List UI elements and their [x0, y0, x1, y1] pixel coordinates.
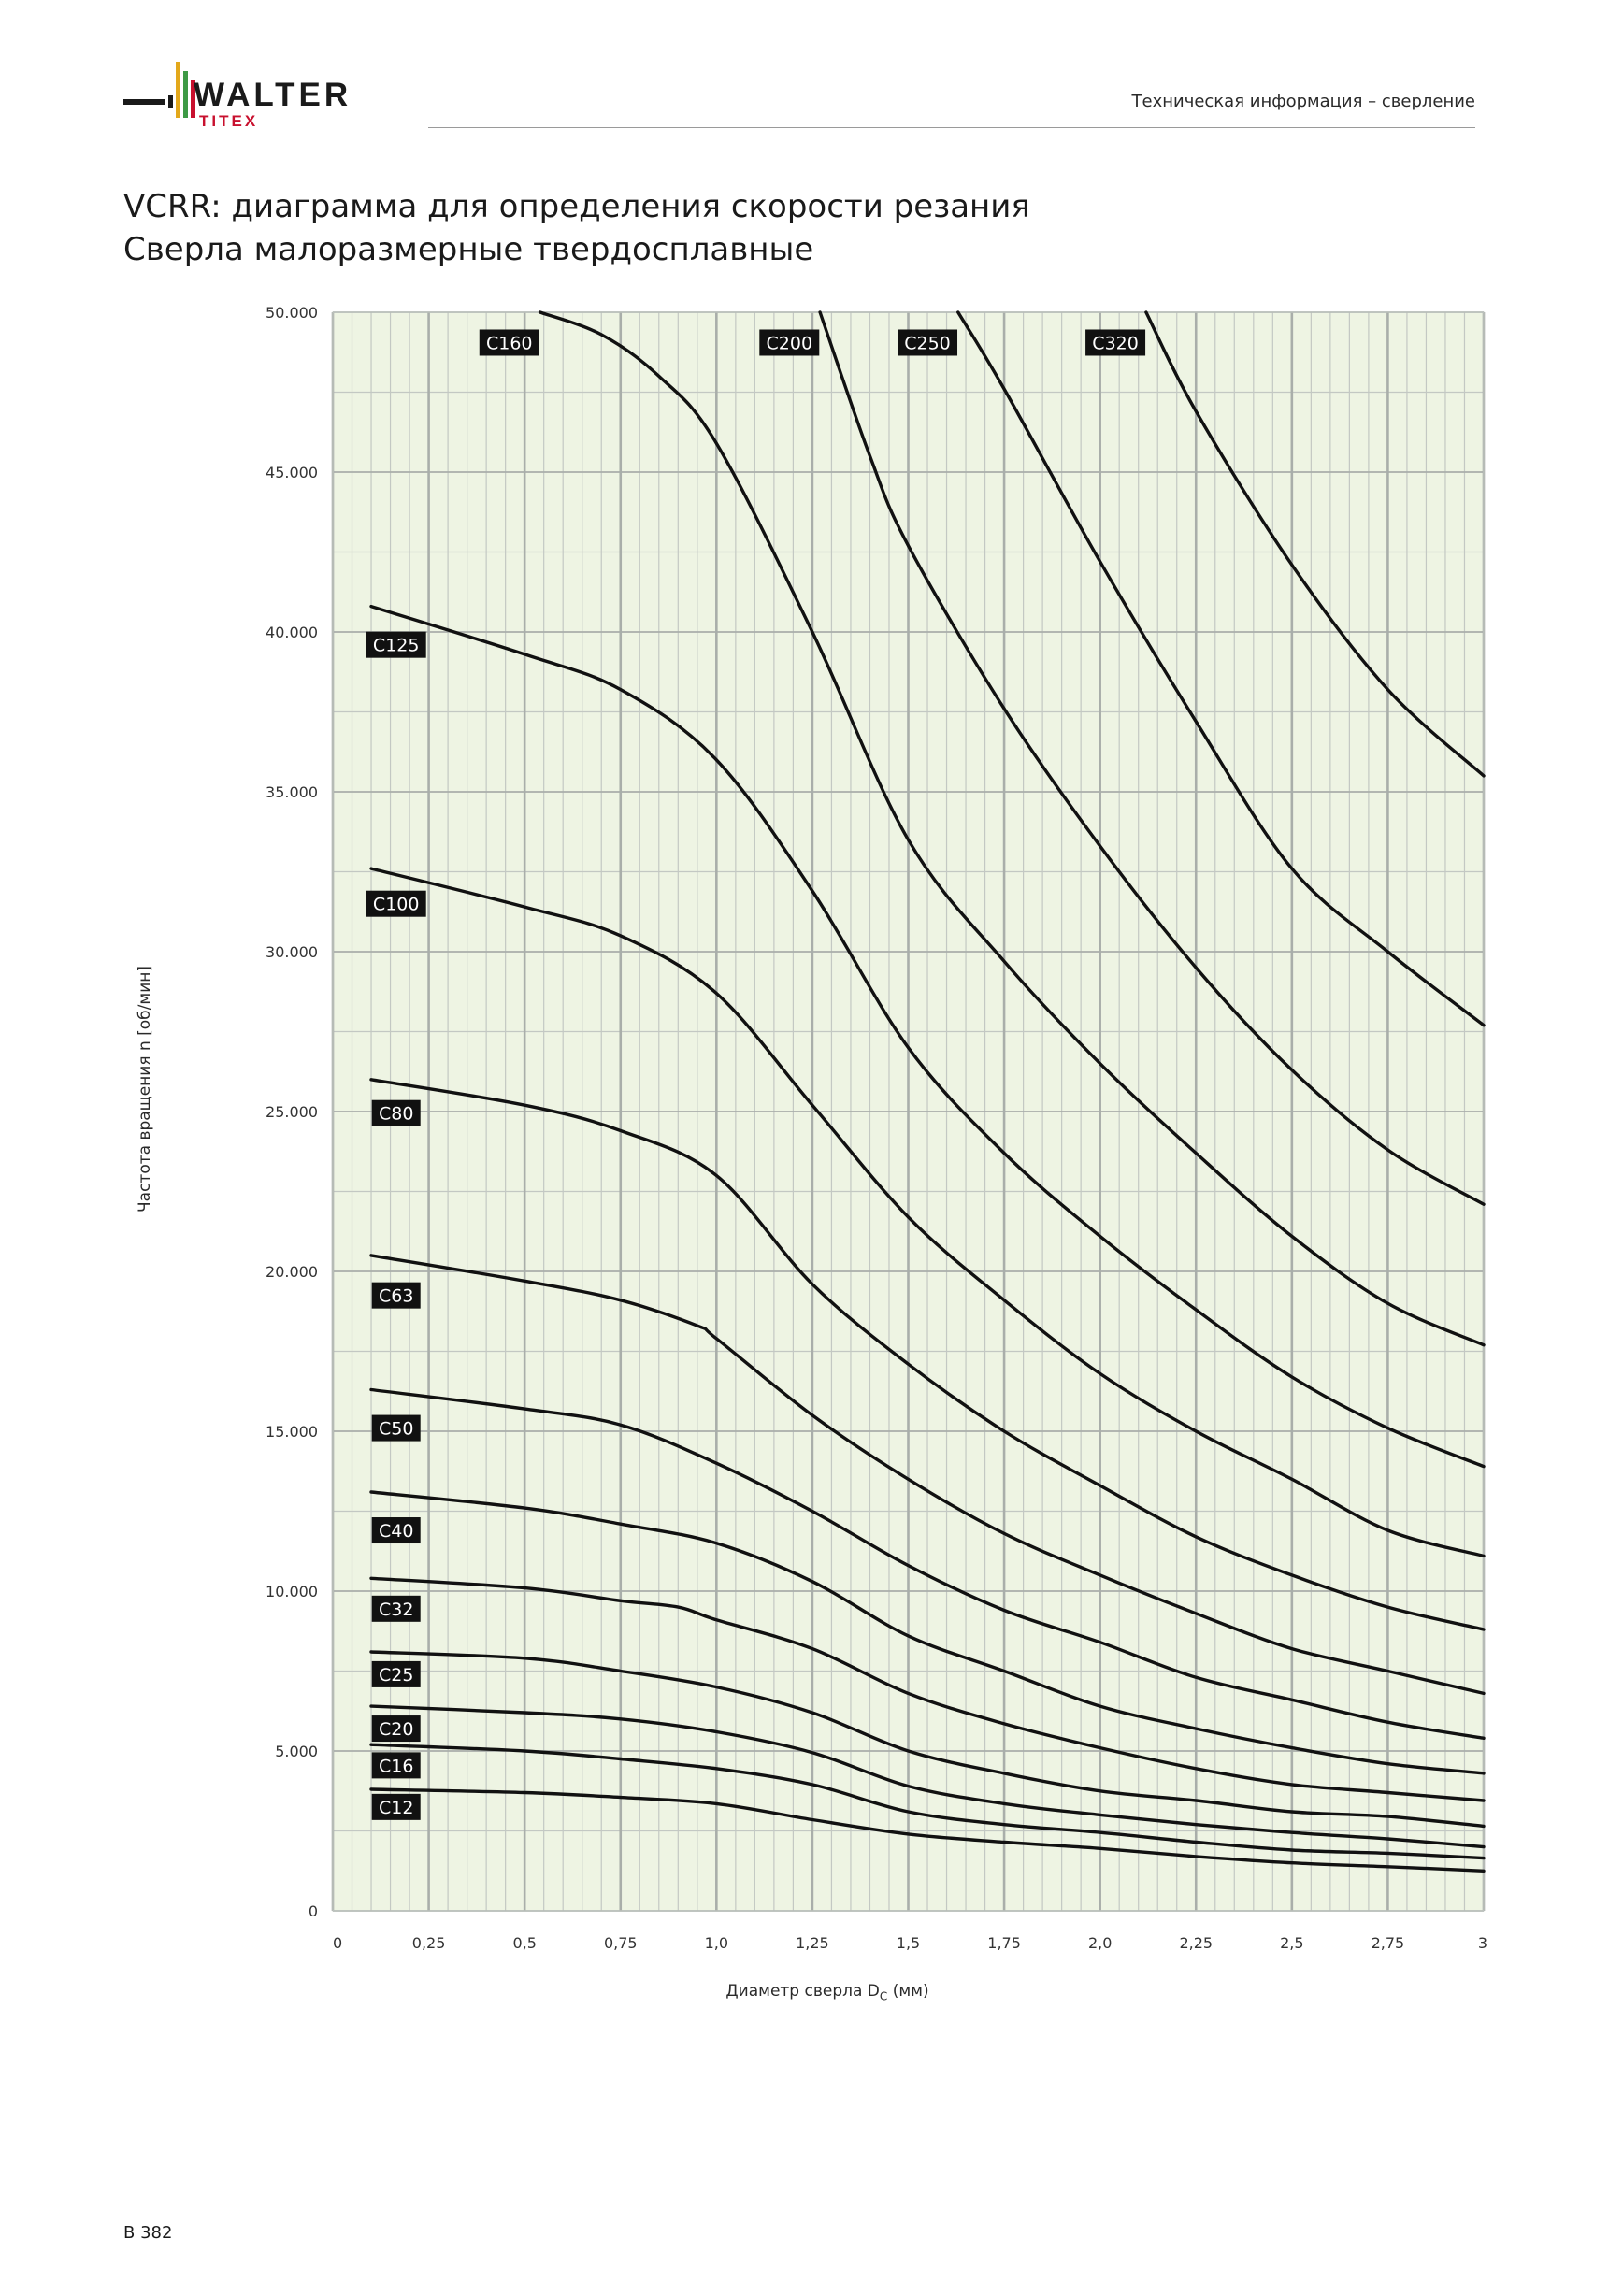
series-label-text: C100 — [372, 894, 420, 915]
series-label-c50 — [372, 1415, 421, 1442]
series-label-c63 — [372, 1283, 421, 1309]
series-label-text: C80 — [378, 1103, 414, 1125]
page-number: B 382 — [123, 2223, 173, 2243]
y-tick-label: 0 — [308, 1902, 318, 1920]
series-label-text: C20 — [378, 1719, 414, 1741]
x-tick-label: 1,25 — [796, 1934, 829, 1952]
series-label-c80 — [372, 1100, 421, 1126]
x-tick-label: 1,75 — [987, 1934, 1021, 1952]
y-tick-label: 20.000 — [266, 1263, 318, 1281]
series-label-text: C16 — [378, 1756, 414, 1777]
y-tick-label: 5.000 — [275, 1743, 318, 1760]
series-label-text: C40 — [378, 1521, 414, 1543]
x-tick-label: 0,25 — [411, 1934, 446, 1952]
x-axis-label-main: Диаметр сверла D — [725, 1982, 880, 2001]
y-tick-label: 50.000 — [266, 304, 318, 322]
series-label-text: C200 — [766, 333, 813, 354]
series-label-text: C12 — [378, 1797, 414, 1818]
x-tick-label: 2,75 — [1371, 1934, 1405, 1952]
y-tick-label: 30.000 — [266, 943, 318, 961]
series-label-c32 — [372, 1596, 421, 1622]
x-tick-label: 2,5 — [1280, 1934, 1304, 1952]
series-label-text: C63 — [378, 1285, 414, 1307]
x-tick-label: 2,0 — [1087, 1934, 1113, 1952]
y-tick-label: 40.000 — [266, 624, 318, 641]
x-tick-labels — [333, 1934, 1487, 1952]
x-tick-label: 3 — [1477, 1934, 1487, 1952]
y-tick-label: 25.000 — [266, 1103, 318, 1121]
series-label-text: C32 — [378, 1599, 414, 1620]
x-axis-label-unit: (мм) — [887, 1982, 929, 2001]
x-axis-label — [725, 1982, 928, 2002]
series-label-text: C160 — [485, 333, 533, 354]
series-label-c100 — [366, 891, 426, 917]
series-label-c16 — [372, 1752, 421, 1778]
series-label-text: C125 — [372, 635, 420, 656]
x-tick-label: 0,75 — [603, 1934, 638, 1952]
series-label-text: C25 — [378, 1664, 414, 1686]
section-title: Техническая информация – сверление — [1131, 92, 1475, 111]
y-tick-label: 45.000 — [266, 464, 318, 481]
series-label-c125 — [366, 632, 426, 658]
x-tick-label: 1,0 — [704, 1934, 729, 1952]
series-label-c12 — [372, 1794, 421, 1820]
x-tick-label: 0 — [333, 1934, 343, 1952]
series-label-text: C320 — [1092, 333, 1139, 354]
brand-name: WALTER — [194, 77, 352, 113]
x-tick-label: 0,5 — [512, 1934, 537, 1952]
series-label-text: C250 — [904, 333, 951, 354]
y-tick-label: 35.000 — [266, 783, 318, 801]
page-title-line2: Сверла малоразмерные твердосплавные — [123, 231, 814, 268]
series-label-c200 — [759, 329, 819, 355]
series-label-c40 — [372, 1517, 421, 1543]
series-label-c320 — [1085, 329, 1145, 355]
page-title-line1: VCRR: диаграмма для определения скорости резания — [123, 188, 1030, 225]
series-label-c160 — [480, 329, 539, 355]
x-axis-label-subscript: C — [879, 1989, 888, 2003]
series-label-c250 — [898, 329, 957, 355]
y-tick-labels — [266, 304, 318, 1920]
series-label-text: C50 — [378, 1418, 414, 1440]
series-label-c20 — [372, 1715, 421, 1742]
x-tick-label: 2,25 — [1179, 1934, 1214, 1952]
brand-sub-name: TITEX — [199, 112, 259, 130]
y-axis-label: Частота вращения n [об/мин] — [136, 966, 154, 1213]
series-label-c25 — [372, 1661, 421, 1687]
y-tick-label: 15.000 — [266, 1423, 318, 1441]
x-tick-label: 1,5 — [896, 1934, 921, 1952]
y-tick-label: 10.000 — [266, 1583, 318, 1600]
